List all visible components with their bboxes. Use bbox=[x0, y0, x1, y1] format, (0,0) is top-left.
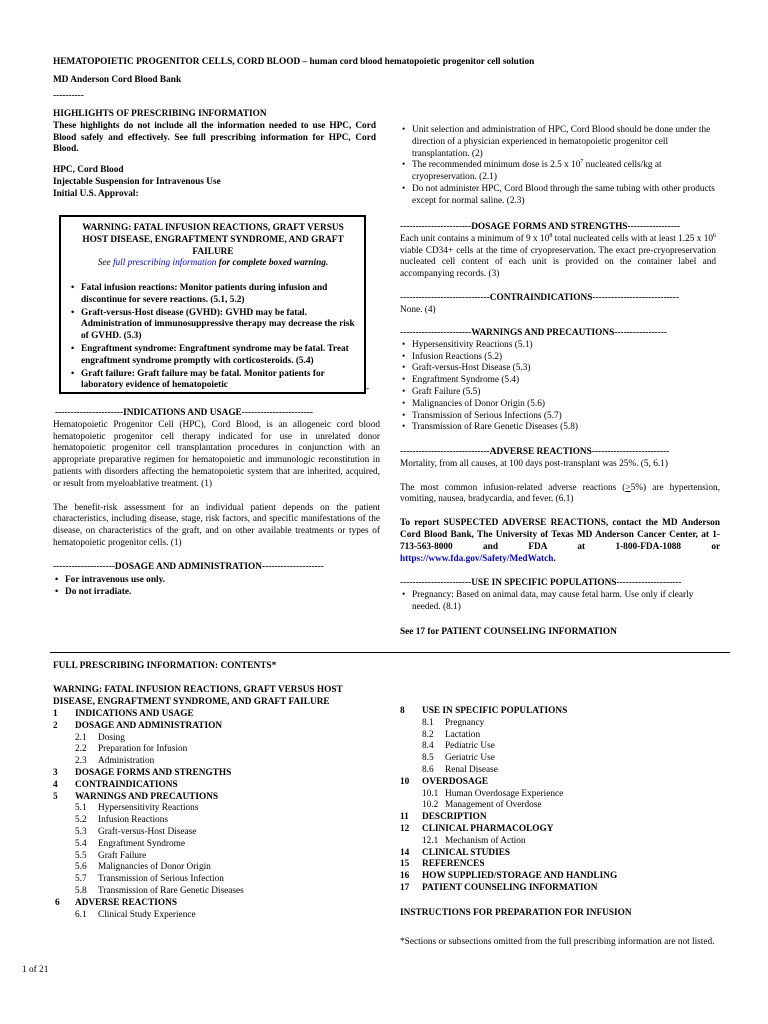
dose-text-end: nucleated cells/kg at cryopreservation. (2.1) bbox=[412, 160, 662, 183]
toc-section-number: 11 bbox=[400, 812, 409, 823]
toc-section-number: 2 bbox=[53, 720, 58, 731]
boxed-item: • Fatal infusion reactions: Monitor patients during infusion and discontinue for severe reactions. (5.1, 5.2) bbox=[67, 283, 357, 307]
adverse-heading: -----------------------------ADVERSE REACTIONS------------------------- bbox=[400, 447, 670, 457]
warnings-heading: -----------------------WARNINGS AND PRECAUTIONS----------------- bbox=[400, 328, 667, 338]
toc-section-title: WARNINGS AND PRECAUTIONS bbox=[75, 791, 219, 802]
toc-section[interactable] bbox=[53, 780, 383, 792]
toc-section-number: 5 bbox=[53, 791, 58, 802]
boxed-item: • Graft failure: Graft failure may be fatal. Monitor patients for laboratory evidence of hematopoietic bbox=[67, 369, 357, 393]
toc-left-column bbox=[53, 709, 383, 921]
toc-subsection[interactable] bbox=[400, 800, 730, 812]
dosage-admin-item bbox=[400, 160, 718, 184]
counseling-reference: See 17 for PATIENT COUNSELING INFORMATION bbox=[400, 627, 617, 637]
toc-subsection-number: 5.1 bbox=[75, 803, 87, 814]
toc-subsection-title: Management of Overdose bbox=[445, 800, 542, 811]
adverse-common bbox=[400, 483, 720, 507]
warnings-item: • Malignancies of Donor Origin (5.6) bbox=[400, 399, 718, 411]
toc-subsection-title: Transmission of Rare Genetic Diseases bbox=[98, 885, 244, 896]
common-ge: > bbox=[625, 482, 631, 493]
warnings-item: • Transmission of Serious Infections (5.7) bbox=[400, 411, 718, 423]
warnings-item: • Engraftment Syndrome (5.4) bbox=[400, 375, 718, 387]
toc-section-number: 14 bbox=[400, 847, 410, 858]
dosage-admin-item: • Unit selection and administration of HPC, Cord Blood should be done under the direction of a physician experienced in hematopoietic progenitor cell transplantation. (2) bbox=[400, 125, 718, 160]
toc-subsection-number: 5.4 bbox=[75, 838, 87, 849]
boxed-warning bbox=[59, 215, 366, 394]
toc-section-title: OVERDOSAGE bbox=[422, 776, 489, 787]
toc-section-title: INDICATIONS AND USAGE bbox=[75, 709, 194, 719]
toc-section-title: CLINICAL STUDIES bbox=[422, 847, 511, 858]
indications-para2: The benefit-risk assessment for an individual patient depends on the patient characteristics, including disease, stage, risk factors, and specific manifestations of the disease, on characteristics of the graft, and on other available treatments or types of hematopoietic progenitor cells. (1) bbox=[53, 502, 380, 548]
adverse-section bbox=[400, 447, 720, 565]
dosage-admin-item: • For intravenous use only. bbox=[53, 575, 380, 587]
product-name: HPC, Cord Blood bbox=[53, 165, 124, 176]
highlights-section bbox=[53, 109, 376, 201]
toc-section-number: 10 bbox=[400, 776, 410, 787]
toc-section-number: 16 bbox=[400, 871, 410, 882]
toc-subsection-title: Infusion Reactions bbox=[98, 815, 168, 826]
toc-subsection-title: Pregnancy bbox=[445, 717, 485, 728]
toc-subsection-number: 5.7 bbox=[75, 874, 87, 885]
highlights-intro: These highlights do not include all the information needed to use HPC, Cord Blood safely and effectively. See full prescribing information for HPC, Cord Blood. bbox=[53, 120, 376, 155]
section-divider bbox=[50, 652, 730, 653]
toc-subsection-title: Mechanism of Action bbox=[445, 835, 526, 846]
warnings-item: • Graft-versus-Host Disease (5.3) bbox=[400, 363, 718, 375]
indications-heading: ----------------------INDICATIONS AND USAGE----------------------- bbox=[55, 408, 313, 418]
toc-section[interactable] bbox=[53, 792, 383, 804]
toc-subsection[interactable] bbox=[400, 753, 730, 765]
toc-subsection-number: 8.4 bbox=[422, 741, 434, 752]
dose-exponent: 7 bbox=[580, 159, 584, 166]
warnings-item: • Hypersensitivity Reactions (5.1) bbox=[400, 340, 718, 352]
highlights-heading: HIGHLIGHTS OF PRESCRIBING INFORMATION bbox=[53, 109, 267, 119]
contents-heading: FULL PRESCRIBING INFORMATION: CONTENTS* bbox=[53, 661, 277, 671]
contraindications-text: None. (4) bbox=[400, 304, 436, 315]
warnings-item: • Transmission of Rare Genetic Diseases (5.8) bbox=[400, 422, 718, 434]
toc-section[interactable] bbox=[400, 824, 730, 836]
toc-section-number: 6 bbox=[55, 897, 60, 908]
report-end: . bbox=[553, 553, 556, 564]
toc-subsection[interactable] bbox=[53, 815, 383, 827]
toc-subsection[interactable] bbox=[53, 827, 383, 839]
toc-section-title: CONTRAINDICATIONS bbox=[75, 779, 178, 790]
specific-populations-section bbox=[400, 578, 718, 613]
toc-subsection[interactable] bbox=[53, 756, 383, 768]
toc-subsection-title: Transmission of Serious Infection bbox=[98, 874, 224, 885]
header-dashes: ---------- bbox=[53, 91, 84, 101]
contents-footnote bbox=[400, 937, 718, 949]
warnings-item: • Infusion Reactions (5.2) bbox=[400, 352, 718, 364]
toc-subsection-title: Engraftment Syndrome bbox=[98, 838, 186, 849]
toc-subsection-title: Renal Disease bbox=[445, 764, 498, 775]
df-text-a: Each unit contains a minimum of 9 x 10 bbox=[400, 233, 550, 244]
toc-subsection-title: Human Overdosage Experience bbox=[445, 788, 564, 799]
toc-section-number: 1 bbox=[53, 709, 58, 719]
toc-subsection[interactable] bbox=[400, 765, 730, 777]
page-number: 1 of 21 bbox=[22, 965, 49, 975]
toc-section[interactable] bbox=[400, 848, 730, 860]
see-prefix: See bbox=[97, 258, 113, 269]
toc-subsection-title: Lactation bbox=[445, 729, 481, 740]
report-text: To report SUSPECTED ADVERSE REACTIONS, contact the MD Anderson Cord Blood Bank, The University of Texas MD Anderson Cancer Center, at 1-713-563-8000 and FDA at 1-800-FDA-1088 or bbox=[400, 518, 720, 552]
toc-subsection[interactable] bbox=[53, 851, 383, 863]
toc-section-title: PATIENT COUNSELING INFORMATION bbox=[422, 882, 598, 893]
see-suffix: for complete boxed warning. bbox=[216, 258, 329, 269]
toc-subsection[interactable] bbox=[53, 803, 383, 815]
dosage-admin-heading: --------------------DOSAGE AND ADMINISTRATION-------------------- bbox=[53, 562, 324, 572]
dosage-forms-text bbox=[400, 234, 716, 281]
dosage-form: Injectable Suspension for Intravenous Use bbox=[53, 176, 221, 187]
boxed-item: • Graft-versus-Host disease (GVHD): GVHD may be fatal. Administration of immunosuppressive therapy may decrease the risk of GVHD. (5.3) bbox=[67, 308, 357, 343]
toc-subsection-title: Pediatric Use bbox=[445, 741, 495, 752]
df-text-b: total nucleated cells with at least 1.25 x 10 bbox=[552, 233, 713, 244]
contraindications-heading: -----------------------------CONTRAINDICATIONS---------------------------- bbox=[400, 293, 680, 303]
toc-subsection-number: 8.5 bbox=[422, 753, 434, 764]
toc-section-title: ADVERSE REACTIONS bbox=[75, 897, 178, 908]
warnings-section bbox=[400, 328, 718, 434]
toc-section-number: 12 bbox=[400, 823, 410, 834]
toc-section-title: HOW SUPPLIED/STORAGE AND HANDLING bbox=[422, 871, 618, 882]
toc-section-number: 17 bbox=[400, 882, 410, 893]
df-sup-a: 8 bbox=[549, 232, 553, 239]
toc-right-column bbox=[400, 706, 730, 895]
contraindications-section bbox=[400, 293, 718, 317]
toc-subsection-title: Geriatric Use bbox=[445, 753, 495, 764]
trailing-dash: - bbox=[366, 384, 370, 394]
company-name: MD Anderson Cord Blood Bank bbox=[53, 75, 182, 85]
toc-section-title: DESCRIPTION bbox=[422, 812, 487, 823]
toc-subsection-number: 5.5 bbox=[75, 850, 87, 861]
toc-subsection[interactable] bbox=[400, 741, 730, 753]
medwatch-link[interactable]: https://www.fda.gov/Safety/MedWatch bbox=[400, 553, 554, 564]
toc-section-number: 15 bbox=[400, 859, 410, 870]
toc-subsection-number: 2.3 bbox=[75, 756, 87, 767]
toc-section[interactable] bbox=[53, 898, 383, 910]
toc-subsection-title: Graft Failure bbox=[98, 850, 147, 861]
toc-subsection-number: 10.1 bbox=[422, 788, 439, 799]
toc-section[interactable] bbox=[400, 883, 730, 895]
toc-section[interactable] bbox=[400, 777, 730, 789]
toc-subsection[interactable] bbox=[400, 730, 730, 742]
boxed-item: • Engraftment syndrome: Engraftment syndrome may be fatal. Treat engraftment syndrome promptly with corticosteroids. (5.4) bbox=[67, 344, 357, 368]
document-title: HEMATOPOIETIC PROGENITOR CELLS, CORD BLOOD – human cord blood hematopoietic progenitor cell solution bbox=[53, 57, 535, 67]
toc-subsection-number: 5.8 bbox=[75, 885, 87, 896]
toc-subsection-number: 5.2 bbox=[75, 815, 87, 826]
specific-populations-item: • Pregnancy: Based on animal data, may cause fetal harm. Use only if clearly needed. (8.1) bbox=[400, 590, 718, 614]
toc-subsection-title: Malignancies of Donor Origin bbox=[98, 862, 211, 873]
dose-text: The recommended minimum dose is 2.5 x 10 bbox=[412, 160, 581, 171]
toc-subsection-number: 12.1 bbox=[422, 835, 439, 846]
dosage-admin-item: • Do not irradiate. bbox=[53, 587, 380, 599]
toc-subsection-number: 5.6 bbox=[75, 862, 87, 873]
toc-subsection-title: Preparation for Infusion bbox=[98, 744, 188, 755]
dosage-forms-heading: -----------------------DOSAGE FORMS AND STRENGTHS----------------- bbox=[400, 222, 681, 232]
toc-section[interactable] bbox=[400, 871, 730, 883]
toc-subsection-number: 6.1 bbox=[75, 909, 87, 920]
toc-subsection[interactable] bbox=[400, 718, 730, 730]
toc-section[interactable] bbox=[400, 706, 730, 718]
initial-approval: Initial U.S. Approval: bbox=[53, 188, 139, 199]
toc-section-title: CLINICAL PHARMACOLOGY bbox=[422, 823, 554, 834]
toc-subsection[interactable] bbox=[53, 910, 383, 922]
toc-subsection[interactable] bbox=[53, 886, 383, 898]
warnings-item: • Graft Failure (5.5) bbox=[400, 387, 718, 399]
df-text-c: viable CD34+ cells at the time of cryopreservation. The exact pre-cryopreservation nucleated cell content of each unit is provided on the container label and accompanying records. (3) bbox=[400, 245, 716, 280]
toc-subsection[interactable] bbox=[53, 862, 383, 874]
boxed-warning-title: WARNING: FATAL INFUSION REACTIONS, GRAFT VERSUS HOST DISEASE, ENGRAFTMENT SYNDROME, AND GRAFT FAILURE bbox=[82, 223, 344, 257]
common-a: The most common infusion-related adverse reactions ( bbox=[400, 482, 626, 493]
toc-subsection[interactable] bbox=[53, 839, 383, 851]
toc-subsection-number: 2.2 bbox=[75, 744, 87, 755]
contents-warning: WARNING: FATAL INFUSION REACTIONS, GRAFT VERSUS HOST DISEASE, ENGRAFTMENT SYNDROME, AND GRAFT FAILURE bbox=[53, 685, 343, 707]
toc-section[interactable] bbox=[53, 709, 383, 721]
toc-subsection[interactable] bbox=[53, 744, 383, 756]
toc-subsection-title: Dosing bbox=[98, 732, 125, 743]
instructions-heading: INSTRUCTIONS FOR PREPARATION FOR INFUSION bbox=[400, 908, 632, 918]
toc-subsection[interactable] bbox=[53, 874, 383, 886]
toc-subsection-number: 8.2 bbox=[422, 729, 434, 740]
toc-subsection-title: Administration bbox=[98, 756, 155, 767]
full-prescribing-link[interactable]: full prescribing information bbox=[112, 258, 217, 269]
toc-subsection-number: 10.2 bbox=[422, 800, 439, 811]
dosage-admin-item: • Do not administer HPC, Cord Blood through the same tubing with other products except for normal saline. (2.3) bbox=[400, 184, 718, 208]
dosage-forms-section bbox=[400, 222, 716, 281]
toc-subsection[interactable] bbox=[53, 733, 383, 745]
adverse-report bbox=[400, 518, 720, 565]
toc-subsection-number: 5.3 bbox=[75, 826, 87, 837]
toc-section[interactable] bbox=[53, 768, 383, 780]
toc-section-number: 3 bbox=[53, 767, 58, 778]
toc-subsection-title: Graft-versus-Host Disease bbox=[98, 826, 197, 837]
toc-subsection[interactable] bbox=[400, 789, 730, 801]
toc-section[interactable] bbox=[53, 721, 383, 733]
footnote-text: *Sections or subsections omitted from the full prescribing information are not listed. bbox=[400, 937, 715, 947]
toc-subsection[interactable] bbox=[400, 836, 730, 848]
toc-section-number: 8 bbox=[400, 706, 405, 716]
toc-section[interactable] bbox=[400, 859, 730, 871]
toc-subsection-title: Hypersensitivity Reactions bbox=[98, 803, 199, 814]
toc-subsection-number: 8.6 bbox=[422, 764, 434, 775]
toc-subsection-title: Clinical Study Experience bbox=[98, 909, 196, 920]
adverse-mortality: Mortality, from all causes, at 100 days post-transplant was 25%. (5, 6.1) bbox=[400, 458, 668, 469]
boxed-warning-list bbox=[67, 283, 357, 392]
dosage-admin-continued bbox=[400, 125, 718, 208]
toc-section-title: DOSAGE FORMS AND STRENGTHS bbox=[75, 767, 232, 778]
dosage-admin-section bbox=[53, 562, 380, 598]
toc-section-title: REFERENCES bbox=[422, 859, 485, 870]
toc-subsection-number: 8.1 bbox=[422, 717, 434, 728]
df-sup-b: 6 bbox=[713, 232, 716, 239]
toc-subsection-number: 2.1 bbox=[75, 732, 87, 743]
common-b: 5%) are hypertension, vomiting, nausea, bradycardia, and fever. (6.1) bbox=[400, 482, 720, 505]
indications-section bbox=[53, 408, 380, 550]
toc-section-title: DOSAGE AND ADMINISTRATION bbox=[75, 720, 223, 731]
boxed-warning-see bbox=[73, 258, 353, 270]
toc-section-title: USE IN SPECIFIC POPULATIONS bbox=[422, 706, 568, 716]
specific-populations-heading: -----------------------USE IN SPECIFIC POPULATIONS--------------------- bbox=[400, 578, 682, 588]
indications-para1: Hematopoietic Progenitor Cell (HPC), Cord Blood, is an allogeneic cord blood hematopoietic progenitor cell therapy indicated for use in unrelated donor hematopoietic progenitor cell transplantation procedures in conjunction with an appropriate preparative regimen for hematopoietic and immunologic reconstitution in patients with disorders affecting the hematopoietic system that are inherited, acquired, or result from myeloablative treatment. (1) bbox=[53, 419, 380, 489]
toc-section-number: 4 bbox=[53, 779, 58, 790]
toc-section[interactable] bbox=[400, 812, 730, 824]
